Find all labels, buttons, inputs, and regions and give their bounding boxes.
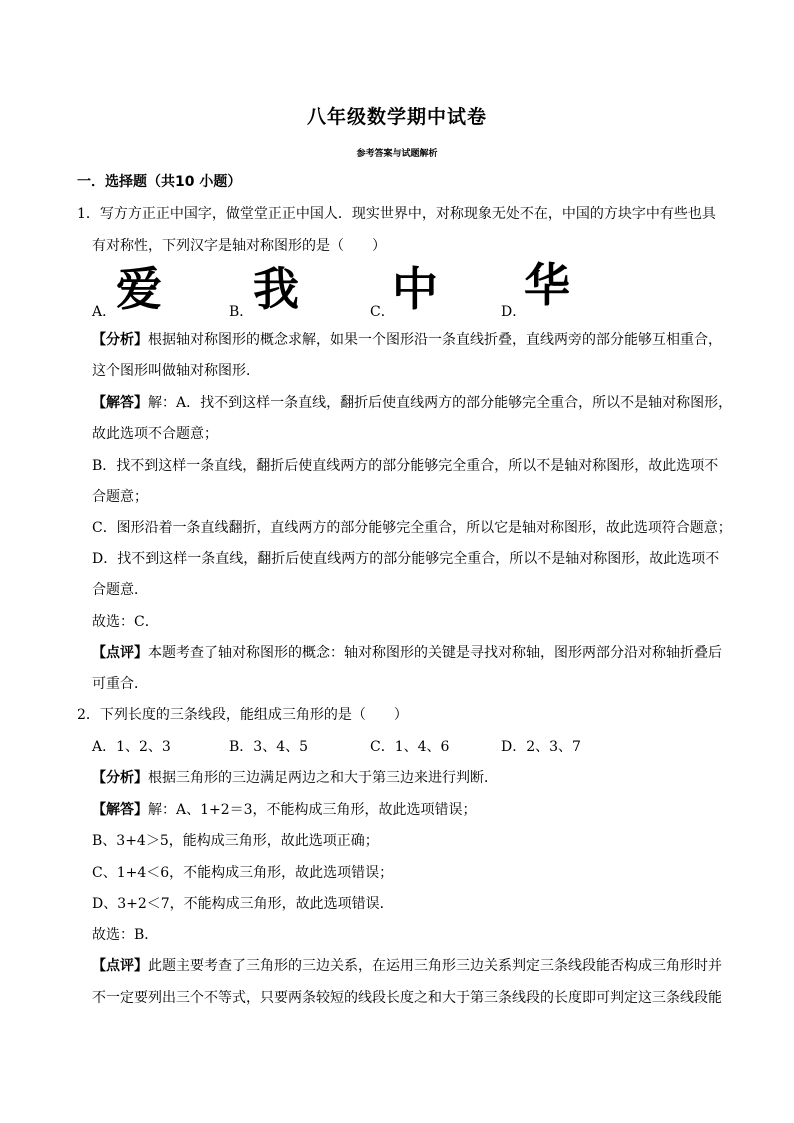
q1-answer-line7: 合题意． [92,582,148,598]
q2-answer-line1 [92,800,732,820]
q2-answer-text1: 解：A、1+2＝3，不能构成三角形，故此选项错误； [148,802,477,818]
q2-option-a: A．1、2、3 [92,739,171,755]
q1-option-c-char: 中 [392,262,438,316]
q1-option-a-char: 爱 [116,262,162,316]
q1-option-d-char: 华 [524,258,570,312]
page-subtitle: 参考答案与试题解析 [356,149,438,159]
q1-comment-line1 [92,643,732,663]
q2-analysis-line1 [92,768,732,788]
q1-comment-text1: 本题考查了轴对称图形的概念：轴对称图形的关键是寻找对称轴，图形两部分沿对称轴折叠后 [148,645,722,661]
q2-choice: 故选：B． [92,927,159,943]
q1-answer-line6: D．找不到这样一条直线，翻折后使直线两方的部分能够完全重合，所以不是轴对称图形，故此选项不 [92,551,720,567]
q1-answer-line1 [92,393,732,413]
q1-answer-text1: 解：A．找不到这样一条直线，翻折后使直线两方的部分能够完全重合，所以不是轴对称图形， [148,395,733,411]
q2-option-b: B．3、4、5 [229,739,309,755]
q1-option-c-letter: C． [370,304,395,320]
q1-analysis-text1: 根据轴对称图形的概念求解，如果一个图形沿一条直线折叠，直线两旁的部分能够互相重合， [148,332,722,348]
q1-stem-line2: 有对称性，下列汉字是轴对称图形的是（ ） [92,238,386,254]
q2-answer-line3: C、1+4＜6，不能构成三角形，故此选项错误； [92,865,394,881]
q1-answer-line4: 合题意； [92,489,148,505]
q1-answer-line5: C．图形沿着一条直线翻折，直线两方的部分能够完全重合，所以它是轴对称图形，故此选项符合题意； [92,520,732,536]
q1-answer-tag: 【解答】 [92,395,148,411]
q2-comment-line2: 不一定要列出三个不等式，只要两条较短的线段长度之和大于第三条线段的长度即可判定这三条线段能 [92,990,722,1006]
q1-analysis-line2: 这个图形叫做轴对称图形． [92,363,260,379]
q2-option-d: D．2、3、7 [501,739,581,755]
q1-option-a-letter: A． [92,304,117,320]
section-heading: 一．选择题（共10 小题） [77,174,242,190]
q1-analysis-tag: 【分析】 [92,332,148,348]
q1-analysis-line1 [92,330,732,350]
q2-answer-line4: D、3+2＜7，不能构成三角形，故此选项错误． [92,896,394,912]
q2-comment-line1 [92,956,732,976]
q1-answer-line2: 故此选项不合题意； [92,426,218,442]
q2-answer-line2: B、3+4＞5，能构成三角形，故此选项正确； [92,833,379,849]
q1-option-b-letter: B． [229,304,254,320]
q2-analysis-text1: 根据三角形的三边满足两边之和大于第三边来进行判断． [148,770,498,786]
q1-option-d-letter: D． [501,304,527,320]
q1-comment-tag: 【点评】 [92,645,148,661]
page-title: 八年级数学期中试卷 [306,106,487,128]
q2-option-c: C．1、4、6 [370,739,450,755]
q1-stem-line1: 1．写方方正正中国字，做堂堂正正中国人．现实世界中，对称现象无处不在，中国的方块字中有些也具 [77,206,716,222]
q2-comment-tag: 【点评】 [92,958,148,974]
q1-answer-line3: B．找不到这样一条直线，翻折后使直线两方的部分能够完全重合，所以不是轴对称图形，故此选项不 [92,458,719,474]
q2-comment-text1: 此题主要考查了三角形的三边关系，在运用三角形三边关系判定三条线段能否构成三角形时并 [148,958,722,974]
q1-choice: 故选：C． [92,614,159,630]
q2-stem: 2．下列长度的三条线段，能组成三角形的是（ ） [77,707,408,723]
q2-answer-tag: 【解答】 [92,802,148,818]
q2-analysis-tag: 【分析】 [92,770,148,786]
q1-comment-line2: 可重合． [92,676,148,692]
q1-option-b-char: 我 [253,262,299,316]
